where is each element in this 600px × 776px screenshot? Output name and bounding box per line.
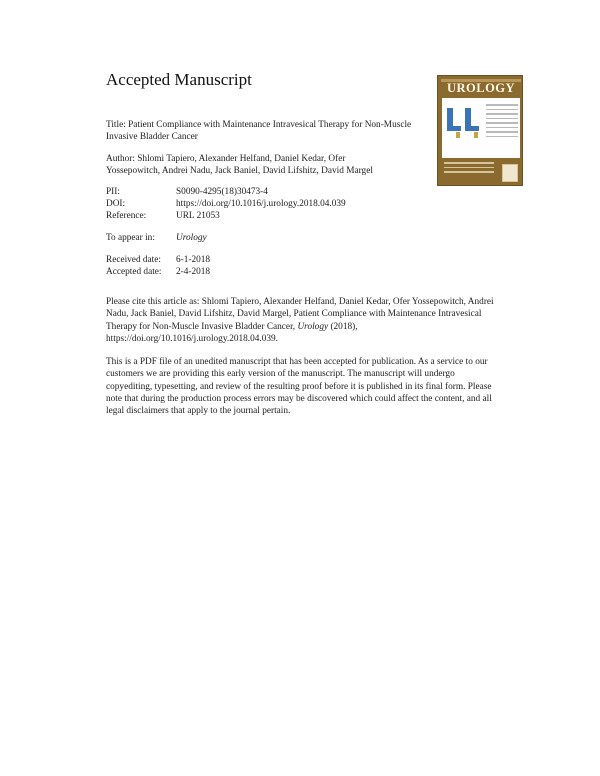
citation-suffix: (2018), https://doi.org/10.1016/j.urology.2018.04.039. (106, 321, 358, 344)
pii-label: PII: (106, 187, 120, 197)
article-title: Patient Compliance with Maintenance Intravesical Therapy for Non-Muscle Invasive Bladder Cancer (106, 120, 412, 143)
doi-link[interactable]: https://doi.org/10.1016/j.urology.2018.04.039 (176, 199, 346, 209)
accepted-date: 2-4-2018 (176, 267, 211, 277)
title-label: Title: (106, 120, 126, 130)
author-block (106, 153, 396, 178)
publisher-logo-icon (502, 164, 518, 182)
reference-label: Reference: (106, 211, 147, 221)
doi-label: DOI: (106, 199, 126, 209)
title-block (106, 119, 416, 144)
cover-toc-lines (486, 104, 518, 140)
reference-value: URL 21053 (176, 211, 220, 221)
cover-journal-name: UROLOGY (446, 81, 516, 95)
cover-content-panel (442, 98, 520, 158)
author-list: Shlomi Tapiero, Alexander Helfand, Daniel Kedar, Ofer Yossepowitch, Andrei Nadu, Jack Baniel, David Lifshitz, David Margel (106, 154, 373, 177)
received-date: 6-1-2018 (176, 255, 211, 265)
pii-value: S0090-4295(18)30473-4 (176, 187, 268, 197)
cover-figure-icon (444, 104, 484, 140)
journal-cover-image (437, 75, 523, 186)
received-label: Received date: (106, 255, 161, 265)
citation-prefix: Please cite this article as: Shlomi Tapiero, Alexander Helfand, Daniel Kedar, Ofer Yossepowitch, Andrei Nadu, Jack Baniel, David Lifshitz, David Margel, Patient Compliance with Maintenance Intravesical Therapy for Non-Muscle Invasive Bladder Cancer, (106, 297, 494, 332)
appear-label: To appear in: (106, 233, 155, 243)
citation-journal: Urology (297, 321, 329, 332)
cover-footer-lines (444, 162, 494, 176)
citation-paragraph (106, 296, 498, 345)
appear-journal: Urology (176, 233, 207, 243)
author-label: Author: (106, 154, 135, 164)
accepted-label: Accepted date: (106, 267, 162, 277)
page-heading: Accepted Manuscript (106, 70, 252, 89)
notice-paragraph: This is a PDF file of an unedited manuscript that has been accepted for publication. As a service to our customers we are providing this early version of the manuscript. The manuscript will undergo copyediting, typesetting, and review of the resulting proof before it is published in its final form. Please note that during the production process errors may be discovered which could affect the content, and all legal disclaimers that apply to the journal pertain. (106, 357, 492, 417)
